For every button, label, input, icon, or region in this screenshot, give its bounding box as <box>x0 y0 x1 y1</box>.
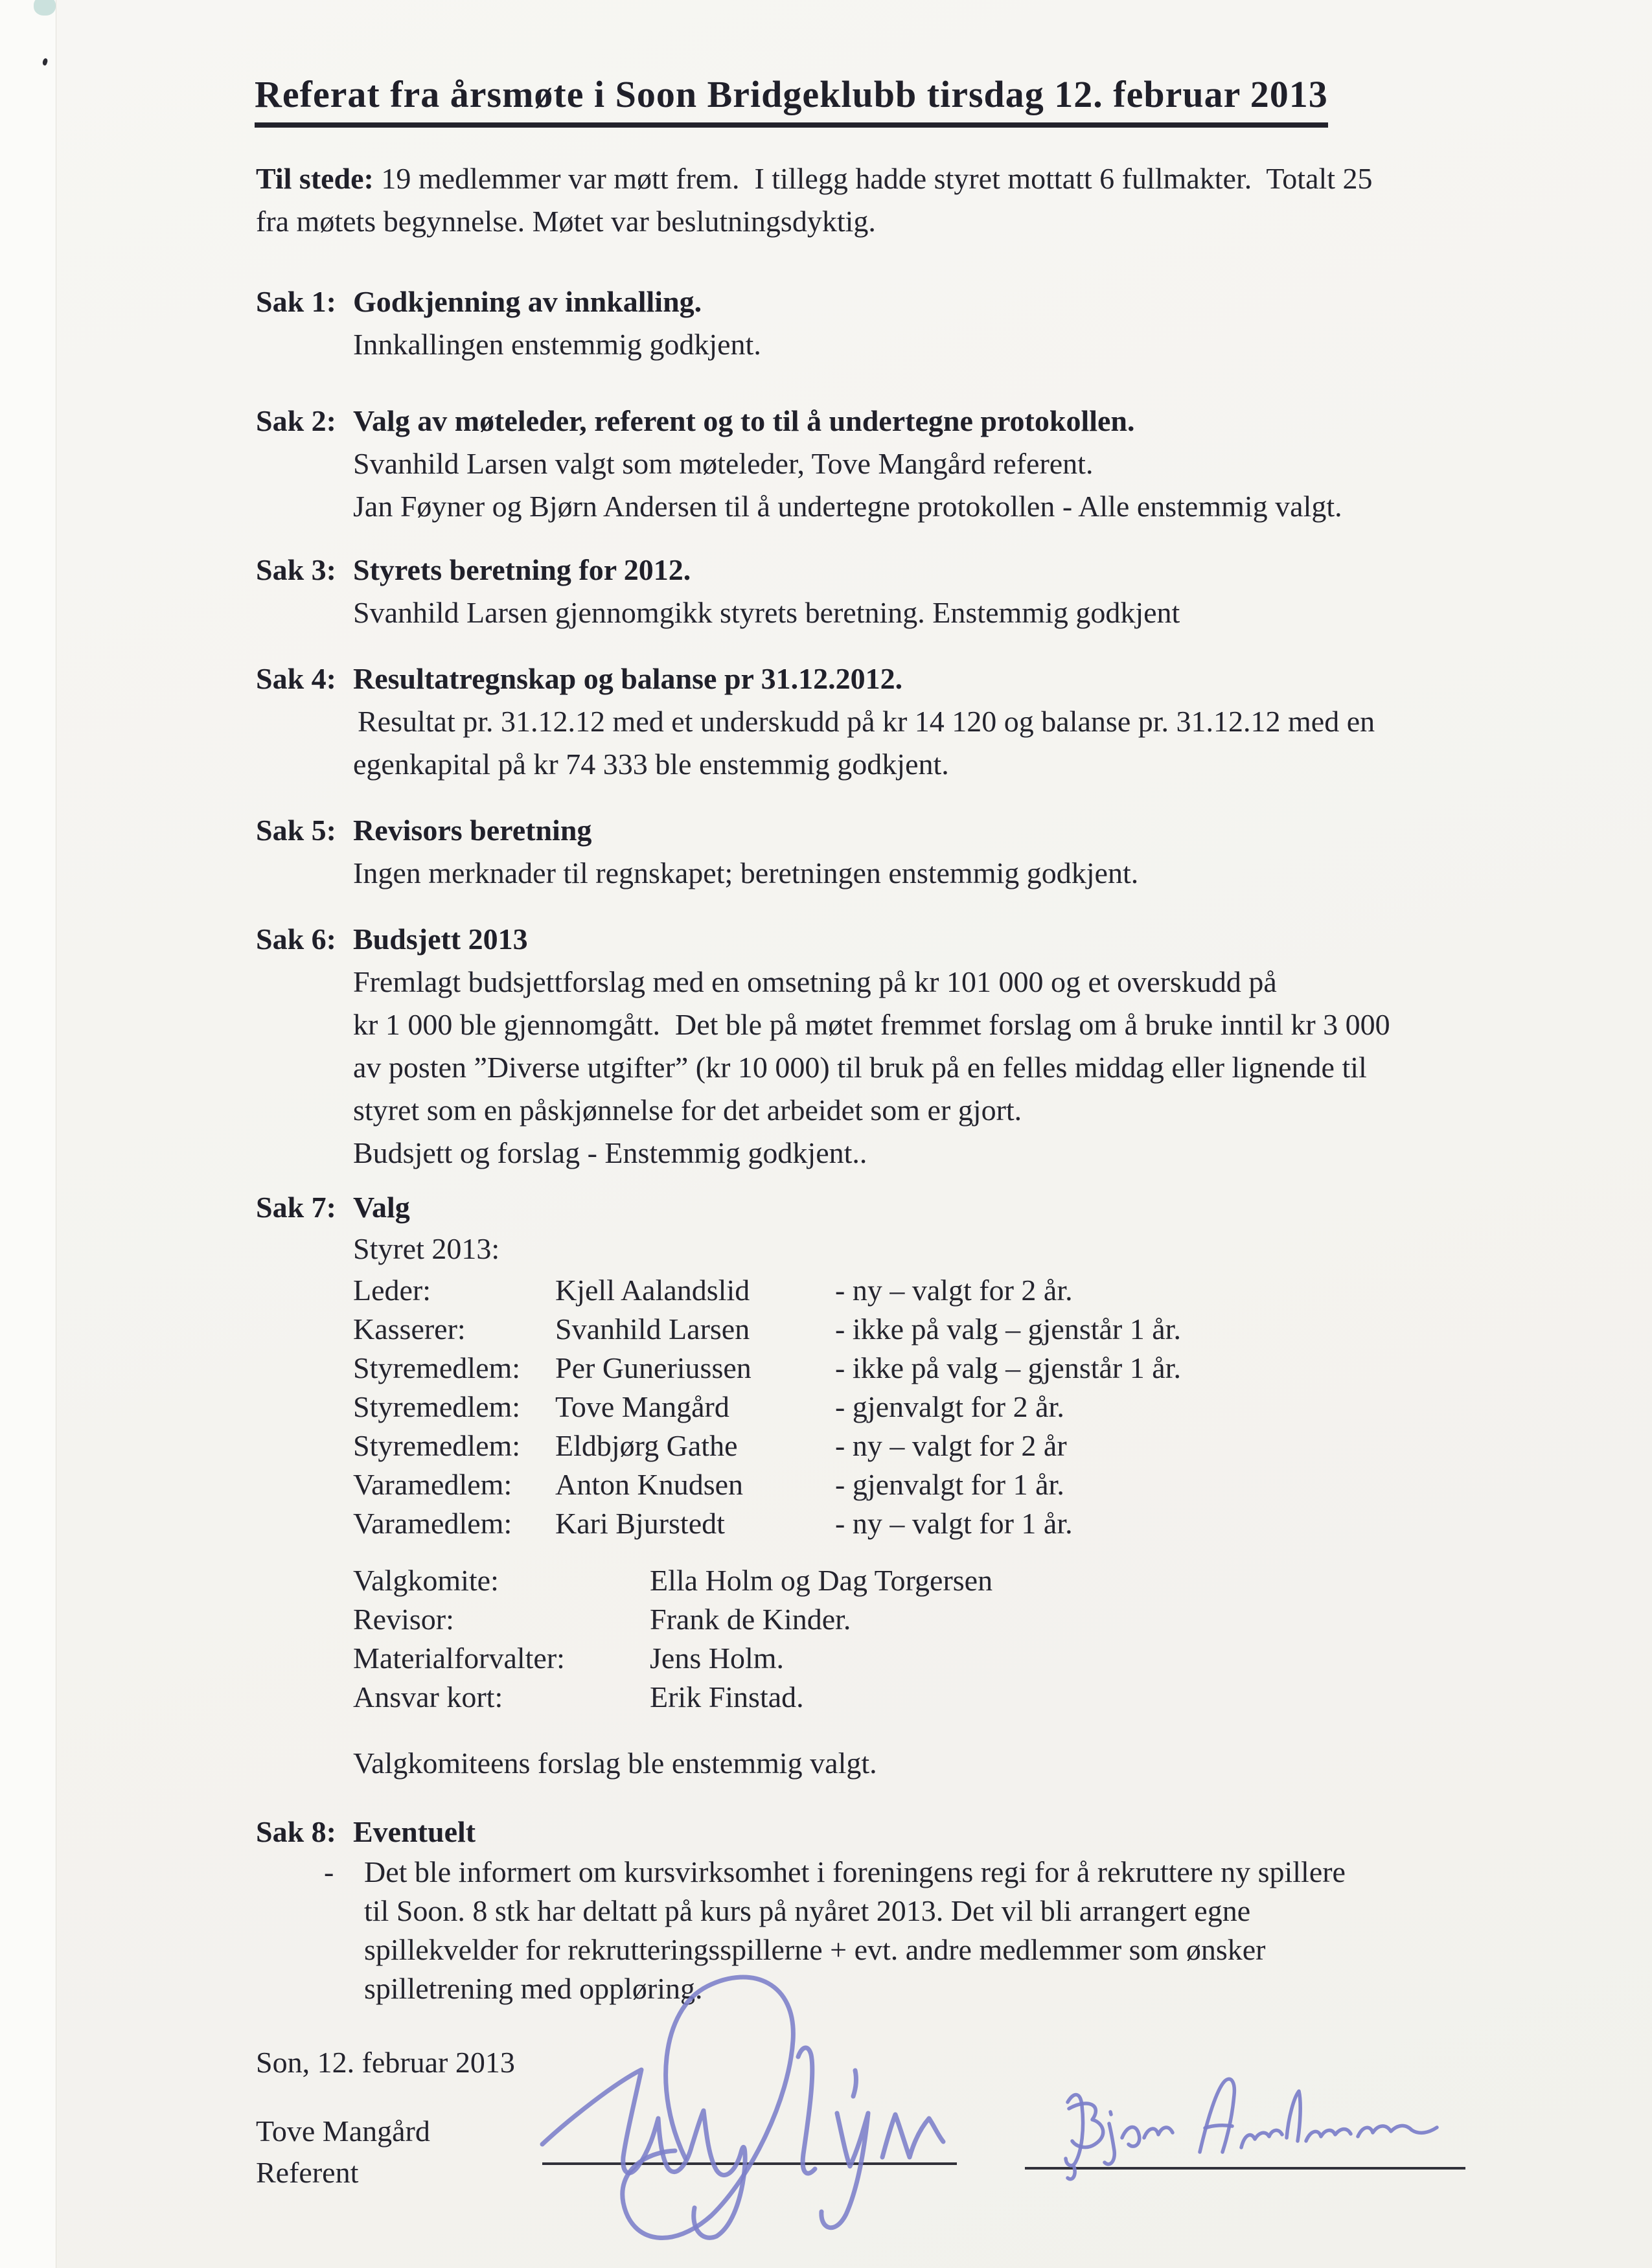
bullet-dash: - <box>324 1855 334 1888</box>
sak-4-body-line: Resultat pr. 31.12.12 med et underskudd på kr 14 120 og balanse pr. 31.12.12 med en <box>358 705 1375 738</box>
attendance-line <box>256 161 1373 196</box>
board-name: Eldbjørg Gathe <box>555 1429 738 1462</box>
official-role: Ansvar kort: <box>353 1680 503 1713</box>
signer-name: Tove Mangård <box>256 2114 430 2148</box>
place-date: Son, 12. februar 2013 <box>256 2046 515 2079</box>
official-row <box>353 1563 992 1598</box>
sak-8-body-text: Det ble informert om kursvirksomhet i foreningens regi for å rekruttere ny spillere <box>364 1855 1346 1888</box>
board-name: Kari Bjurstedt <box>555 1507 725 1540</box>
sak-8-body-line: spillekvelder for rekrutteringsspillerne + evt. andre medlemmer som ønsker <box>364 1933 1266 1966</box>
sak-7-heading <box>256 1189 410 1225</box>
scan-left-edge <box>0 0 56 2268</box>
sak-1-body-line: Innkallingen enstemmig godkjent. <box>353 328 761 361</box>
board-role: Kasserer: <box>353 1312 466 1346</box>
sak-8-label: Sak 8: <box>256 1815 336 1848</box>
sak-4-title: Resultatregnskap og balanse pr 31.12.2012. <box>353 662 903 695</box>
document-title: Referat fra årsmøte i Soon Bridgeklubb tirsdag 12. februar 2013 <box>255 73 1328 128</box>
sak-2-body-line: Svanhild Larsen valgt som møteleder, Tove Mangård referent. <box>353 447 1094 480</box>
board-role: Styremedlem: <box>353 1429 521 1462</box>
attendance-line: fra møtets begynnelse. Møtet var beslutningsdyktig. <box>256 205 876 238</box>
sak-1-heading <box>256 284 702 319</box>
board-status: - ny – valgt for 2 år <box>835 1429 1067 1462</box>
election-intro: Styret 2013: <box>353 1232 500 1265</box>
board-row <box>353 1272 1073 1308</box>
board-name: Per Guneriussen <box>555 1351 751 1384</box>
sak-3-title: Styrets beretning for 2012. <box>353 553 691 586</box>
official-role: Valgkomite: <box>353 1564 499 1597</box>
sak-5-label: Sak 5: <box>256 814 336 847</box>
board-row <box>353 1350 1181 1386</box>
official-name: Ella Holm og Dag Torgersen <box>650 1564 993 1597</box>
sak-4-heading <box>256 661 902 696</box>
official-name: Frank de Kinder. <box>650 1603 851 1636</box>
sak-7-title: Valg <box>353 1191 410 1224</box>
sak-3-heading <box>256 552 691 588</box>
board-row <box>353 1467 1064 1502</box>
sak-5-body-line: Ingen merknader til regnskapet; beretningen enstemmig godkjent. <box>353 856 1139 889</box>
board-role: Styremedlem: <box>353 1351 521 1384</box>
board-role: Varamedlem: <box>353 1468 512 1501</box>
sak-5-heading <box>256 812 591 848</box>
official-role: Materialforvalter: <box>353 1642 565 1675</box>
sak-8-title: Eventuelt <box>353 1815 476 1848</box>
board-status: - gjenvalgt for 1 år. <box>835 1468 1064 1501</box>
board-role: Styremedlem: <box>353 1390 521 1423</box>
sak-6-label: Sak 6: <box>256 922 336 956</box>
election-closing: Valgkomiteens forslag ble enstemmig valgt. <box>353 1747 877 1780</box>
board-role: Leder: <box>353 1274 431 1307</box>
sak-6-title: Budsjett 2013 <box>353 922 528 956</box>
official-row <box>353 1679 804 1715</box>
sak-4-body-line: egenkapital på kr 74 333 ble enstemmig godkjent. <box>353 748 949 781</box>
board-row <box>353 1428 1067 1463</box>
official-name: Jens Holm. <box>650 1642 784 1675</box>
board-status: - ikke på valg – gjenstår 1 år. <box>835 1312 1181 1346</box>
board-status: - ny – valgt for 2 år. <box>835 1274 1073 1307</box>
signer-role: Referent <box>256 2156 359 2189</box>
official-row <box>353 1601 851 1637</box>
signature-left-handwriting <box>538 1943 1004 2267</box>
sak-1-label: Sak 1: <box>256 285 336 318</box>
board-status: - ny – valgt for 1 år. <box>835 1507 1073 1540</box>
board-row <box>353 1389 1064 1425</box>
sak-2-heading <box>256 403 1135 439</box>
sak-6-body-line: Fremlagt budsjettforslag med en omsetning på kr 101 000 og et overskudd på <box>353 965 1277 998</box>
board-row <box>353 1506 1073 1541</box>
attendance-label: Til stede: <box>256 162 382 195</box>
sak-5-title: Revisors beretning <box>353 814 592 847</box>
board-name: Svanhild Larsen <box>555 1312 750 1346</box>
board-status: - gjenvalgt for 2 år. <box>835 1390 1064 1423</box>
board-role: Varamedlem: <box>353 1507 512 1540</box>
sak-8-body-line <box>324 1854 1346 1890</box>
board-name: Kjell Aalandslid <box>555 1274 750 1307</box>
sak-7-label: Sak 7: <box>256 1191 336 1224</box>
official-name: Erik Finstad. <box>650 1680 804 1713</box>
scan-corner-artifact <box>34 0 56 16</box>
sak-3-body-line: Svanhild Larsen gjennomgikk styrets beretning. Enstemmig godkjent <box>353 596 1180 629</box>
attendance-text: 19 medlemmer var møtt frem. I tillegg hadde styret mottatt 6 fullmakter. Totalt 25 <box>381 162 1373 195</box>
official-role: Revisor: <box>353 1603 454 1636</box>
sak-6-body-line: Budsjett og forslag - Enstemmig godkjent.. <box>353 1136 867 1169</box>
board-name: Anton Knudsen <box>555 1468 744 1501</box>
sak-8-body-line: til Soon. 8 stk har deltatt på kurs på nyåret 2013. Det vil bli arrangert egne <box>364 1894 1251 1927</box>
sak-2-title: Valg av møteleder, referent og to til å undertegne protokollen. <box>353 404 1135 437</box>
sak-6-body-line: kr 1 000 ble gjennomgått. Det ble på møtet fremmet forslag om å bruke inntil kr 3 000 <box>353 1008 1390 1041</box>
sak-2-label: Sak 2: <box>256 404 336 437</box>
sak-1-title: Godkjenning av innkalling. <box>353 285 702 318</box>
official-row <box>353 1640 784 1676</box>
board-row <box>353 1311 1181 1347</box>
sak-8-body-line: spilletrening med oppløring. <box>364 1972 703 2005</box>
sak-2-body-line: Jan Føyner og Bjørn Andersen til å undertegne protokollen - Alle enstemmig valgt. <box>353 490 1342 523</box>
board-name: Tove Mangård <box>555 1390 729 1423</box>
sak-6-body-line: styret som en påskjønnelse for det arbeidet som er gjort. <box>353 1094 1022 1127</box>
sak-4-label: Sak 4: <box>256 662 336 695</box>
sak-8-heading <box>256 1814 476 1850</box>
sak-6-heading <box>256 921 528 957</box>
sak-3-label: Sak 3: <box>256 553 336 586</box>
board-status: - ikke på valg – gjenstår 1 år. <box>835 1351 1181 1384</box>
sak-6-body-line: av posten ”Diverse utgifter” (kr 10 000) til bruk på en felles middag eller lignende til <box>353 1051 1367 1084</box>
signature-right-handwriting <box>1017 2041 1484 2183</box>
